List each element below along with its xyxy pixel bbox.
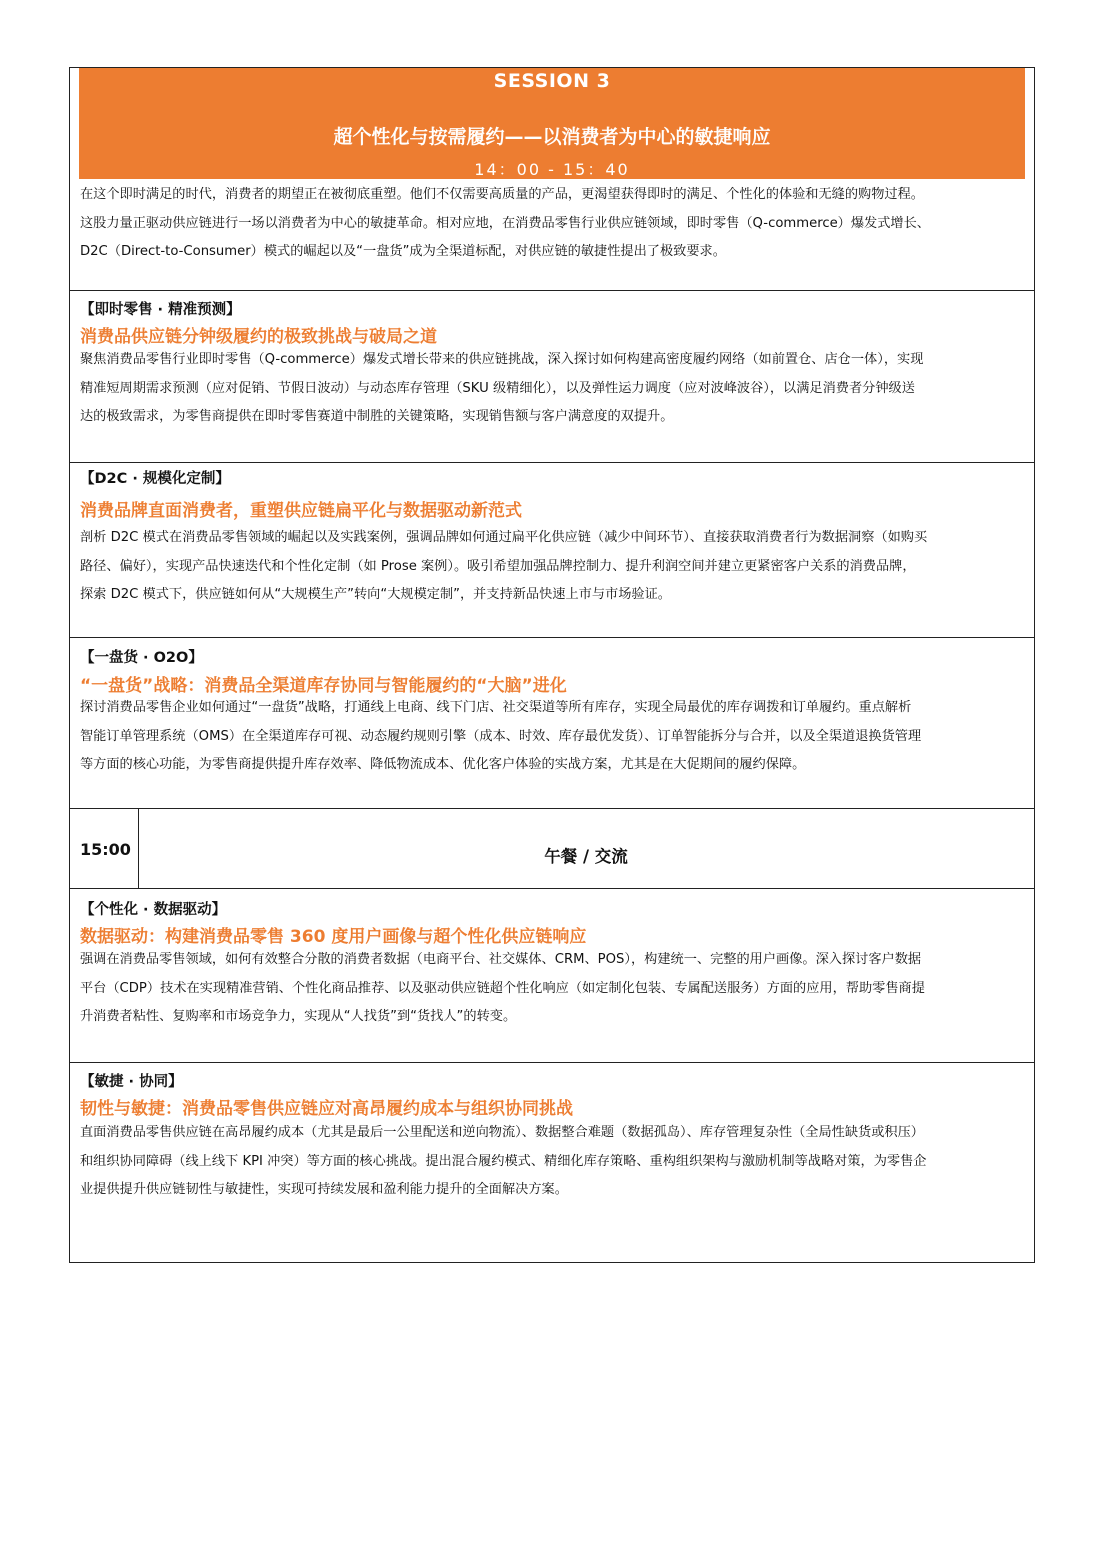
description-line: 等方面的核心功能，为零售商提供提升库存效率、降低物流成本、优化客户体验的实战方案，尤其是在大促期间的履约保障。 <box>80 757 806 772</box>
topic-title: 数据驱动：构建消费品零售 360 度用户画像与超个性化供应链响应 <box>80 927 587 947</box>
break-time: 15:00 <box>80 840 131 859</box>
topic-description <box>80 346 1028 432</box>
description-line: 强调在消费品零售领域，如何有效整合分散的消费者数据（电商平台、社交媒体、CRM、POS），构建统一、完整的用户画像。深入探讨客户数据 <box>80 952 922 967</box>
row-divider <box>69 1062 1035 1063</box>
intro-line: 在这个即时满足的时代，消费者的期望正在被彻底重塑。他们不仅需要高质量的产品，更渴望获得即时的满足、个性化的体验和无缝的购物过程。 <box>80 187 924 202</box>
row-divider <box>69 637 1035 638</box>
description-line: 剖析 D2C 模式在消费品零售领域的崛起以及实践案例，强调品牌如何通过扁平化供应链（减少中间环节）、直接获取消费者行为数据洞察（如购买 <box>80 530 928 545</box>
description-line: 业提供提升供应链韧性与敏捷性，实现可持续发展和盈利能力提升的全面解决方案。 <box>80 1182 568 1197</box>
topic-tag: 【D2C · 规模化定制】 <box>80 471 230 487</box>
topic-description <box>80 1119 1028 1205</box>
topic-tag: 【个性化 · 数据驱动】 <box>80 902 227 918</box>
break-label: 午餐 / 交流 <box>544 847 628 866</box>
topic-description <box>80 524 1028 610</box>
session-intro <box>80 181 1028 267</box>
topic-description <box>80 946 1028 1032</box>
description-line: 探索 D2C 模式下，供应链如何从“大规模生产”转向“大规模定制”，并支持新品快速上市与市场验证。 <box>80 587 671 602</box>
topic-description <box>80 694 1028 780</box>
description-line: 直面消费品零售供应链在高昂履约成本（尤其是最后一公里配送和逆向物流）、数据整合难题（数据孤岛）、库存管理复杂性（全局性缺货或积压） <box>80 1125 924 1140</box>
session-time: 14：00 - 15：40 <box>474 160 630 179</box>
topic-title: 消费品供应链分钟级履约的极致挑战与破局之道 <box>80 327 437 347</box>
topic-title: 韧性与敏捷：消费品零售供应链应对高昂履约成本与组织协同挑战 <box>80 1099 573 1119</box>
description-line: 精准短周期需求预测（应对促销、节假日波动）与动态库存管理（SKU 级精细化），以及弹性运力调度（应对波峰波谷），以满足消费者分钟级送 <box>80 380 915 396</box>
description-line: 探讨消费品零售企业如何通过“一盘货”战略，打通线上电商、线下门店、社交渠道等所有库存，实现全局最优的库存调拨和订单履约。重点解析 <box>80 700 912 715</box>
row-divider <box>69 462 1035 463</box>
topic-title: 消费品牌直面消费者，重塑供应链扁平化与数据驱动新范式 <box>80 501 522 521</box>
session-title: 超个性化与按需履约——以消费者为中心的敏捷响应 <box>333 126 771 148</box>
description-line: 路径、偏好），实现产品快速迭代和个性化定制（如 Prose 案例）。吸引希望加强品牌控制力、提升利润空间并建立更紧密客户关系的消费品牌， <box>80 558 916 574</box>
row-divider <box>69 888 1035 889</box>
description-line: 和组织协同障碍（线上线下 KPI 冲突）等方面的核心挑战。提出混合履约模式、精细化库存策略、重构组织架构与激励机制等战略对策，为零售企 <box>80 1153 927 1169</box>
topic-title: “一盘货”战略：消费品全渠道库存协同与智能履约的“大脑”进化 <box>80 676 567 696</box>
description-line: 平台（CDP）技术在实现精准营销、个性化商品推荐、以及驱动供应链超个性化响应（如定制化包装、专属配送服务）方面的应用，帮助零售商提 <box>80 980 925 996</box>
description-line: 智能订单管理系统（OMS）在全渠道库存可视、动态履约规则引擎（成本、时效、库存最优发货）、订单智能拆分与合并，以及全渠道退换货管理 <box>80 728 922 744</box>
row-divider <box>69 808 1035 809</box>
intro-line: D2C（Direct-to-Consumer）模式的崛起以及“一盘货”成为全渠道标配，对供应链的敏捷性提出了极致要求。 <box>80 244 726 259</box>
row-divider <box>69 290 1035 291</box>
intro-line: 这股力量正驱动供应链进行一场以消费者为中心的敏捷革命。相对应地，在消费品零售行业供应链领域，即时零售（Q-commerce）爆发式增长、 <box>80 215 930 231</box>
description-line: 聚焦消费品零售行业即时零售（Q-commerce）爆发式增长带来的供应链挑战，深入探讨如何构建高密度履约网络（如前置仓、店仓一体），实现 <box>80 352 924 367</box>
description-line: 升消费者粘性、复购率和市场竞争力，实现从“人找货”到“货找人”的转变。 <box>80 1009 517 1024</box>
topic-tag: 【一盘货 · O2O】 <box>80 650 203 666</box>
topic-tag: 【即时零售 · 精准预测】 <box>80 302 241 318</box>
description-line: 达的极致需求，为零售商提供在即时零售赛道中制胜的关键策略，实现销售额与客户满意度的双提升。 <box>80 409 674 424</box>
session-label: SESSION 3 <box>493 70 611 92</box>
topic-tag: 【敏捷 · 协同】 <box>80 1074 183 1090</box>
session-banner <box>79 68 1025 179</box>
